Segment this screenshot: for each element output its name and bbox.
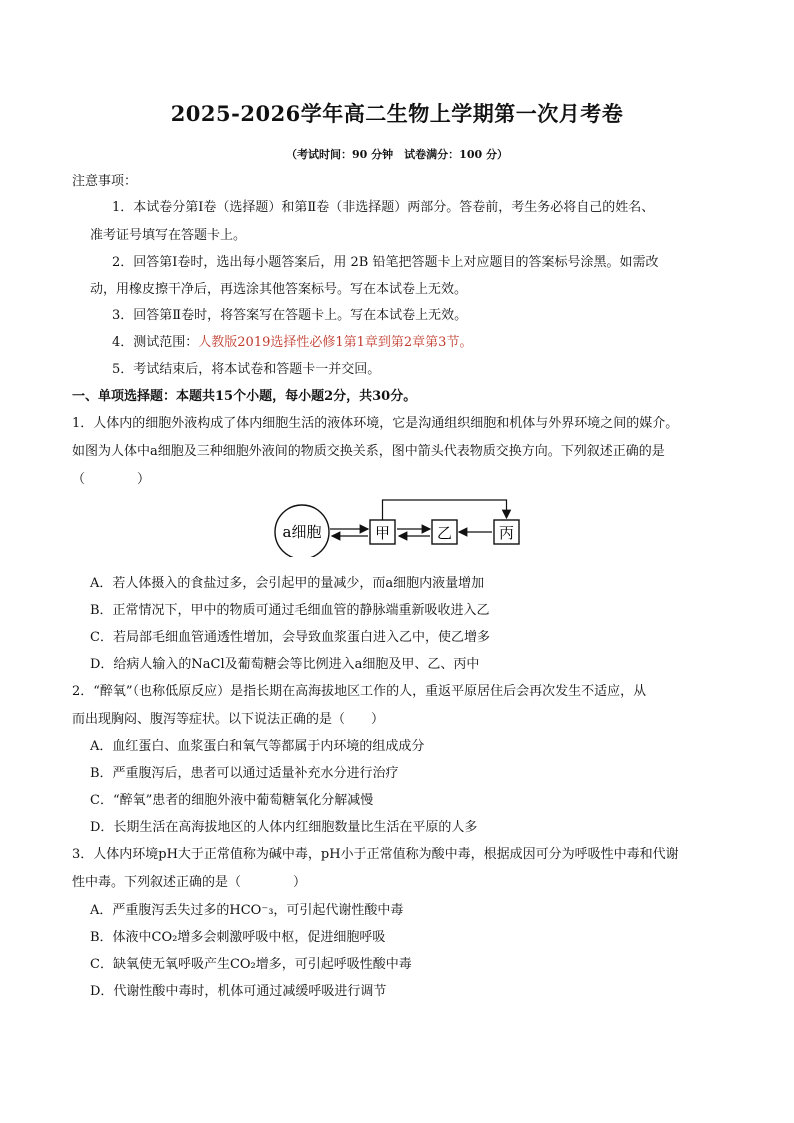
q2-stem-a: 2．“醉氧”（也称低原反应）是指长期在高海拔地区工作的人，重返平原居住后会再次发生不适应，从 [72,684,647,699]
q2-option-c: C．“醉氧”患者的细胞外液中葡萄糖氧化分解减慢 [90,793,374,808]
q1-stem-b: 如图为人体中a细胞及三种细胞外液间的物质交换关系，图中箭头代表物质交换方向。下列叙述正确的是 [72,444,665,459]
q2-stem-b: 而出现胸闷、腹泻等症状。以下说法正确的是（ ） [72,712,385,727]
jia-label: 甲 [374,524,391,542]
q3-option-d: D．代谢性酸中毒时，机体可通过减缓呼吸进行调节 [90,984,387,999]
q2-option-d: D．长期生活在高海拔地区的人体内红细胞数量比生活在平原的人多 [90,820,478,835]
notice-item-1a: 1．本试卷分第Ⅰ卷（选择题）和第Ⅱ卷（非选择题）两部分。答卷前，考生务必将自己的姓名、 [112,200,655,215]
notice-item-4 [112,334,762,352]
fluid-exchange-diagram [270,497,530,557]
q2-option-a: A．血红蛋白、血浆蛋白和氧气等都属于内环境的组成成分 [90,739,425,754]
yi-label: 乙 [436,524,453,542]
q1-option-b: B．正常情况下，甲中的物质可通过毛细血管的静脉端重新吸收进入乙 [90,603,490,618]
q1-option-a: A．若人体摄入的食盐过多，会引起甲的量减少，而a细胞内液量增加 [90,576,485,591]
notice-heading: 注意事项： [72,174,138,189]
q1-option-d: D．给病人输入的NaCl及葡萄糖会等比例进入a细胞及甲、乙、丙中 [90,657,480,672]
q1-stem-c: （ ） [72,472,151,487]
q3-option-a: A．严重腹泻丢失过多的HCO⁻₃，可引起代谢性酸中毒 [90,903,404,918]
q2-option-b: B．严重腹泻后，患者可以通过适量补充水分进行治疗 [90,766,399,781]
notice-item-5: 5．考试结束后，将本试卷和答题卡一并交回。 [112,362,381,377]
notice-item-2a: 2．回答第Ⅰ卷时，选出每小题答案后，用 2B 铅笔把答题卡上对应题目的答案标号涂黑。如需改 [112,255,659,270]
notice-item-2b: 动，用橡皮擦干净后，再选涂其他答案标号。写在本试卷上无效。 [90,282,468,297]
notice-item-1b: 准考证号填写在答题卡上。 [90,228,247,243]
test-scope: 人教版2019选择性必修1第1章到第2章第3节。 [198,335,473,350]
q1-stem-a: 1．人体内的细胞外液构成了体内细胞生活的液体环境，它是沟通组织细胞和机体与外界环境之间的媒介。 [72,416,679,431]
q3-stem-a: 3．人体内环境pH大于正常值称为碱中毒，pH小于正常值称为酸中毒，根据成因可分为呼吸性中毒和代谢 [72,847,679,862]
cell-a-label: a细胞 [282,523,322,541]
bing-label: 丙 [498,524,515,542]
q3-stem-b: 性中毒。下列叙述正确的是（ ） [72,875,307,890]
q1-option-c: C．若局部毛细血管通透性增加，会导致血浆蛋白进入乙中，使乙增多 [90,630,490,645]
section-heading: 一、单项选择题：本题共15个小题，每小题2分，共30分。 [72,389,417,404]
arrow-jia-to-bing [383,500,507,520]
q3-option-c: C．缺氧使无氧呼吸产生CO₂增多，可引起呼吸性酸中毒 [90,957,412,972]
notice-item-3: 3．回答第Ⅱ卷时，将答案写在答题卡上。写在本试卷上无效。 [112,308,468,323]
page-title: 2025-2026学年高二生物上学期第一次月考卷 [170,101,624,126]
exam-info: （考试时间：90 分钟 试卷满分：100 分） [286,148,508,161]
q3-option-b: B．体液中CO₂增多会刺激呼吸中枢，促进细胞呼吸 [90,930,386,945]
notice-item-4-prefix: 4．测试范围： [112,335,199,350]
